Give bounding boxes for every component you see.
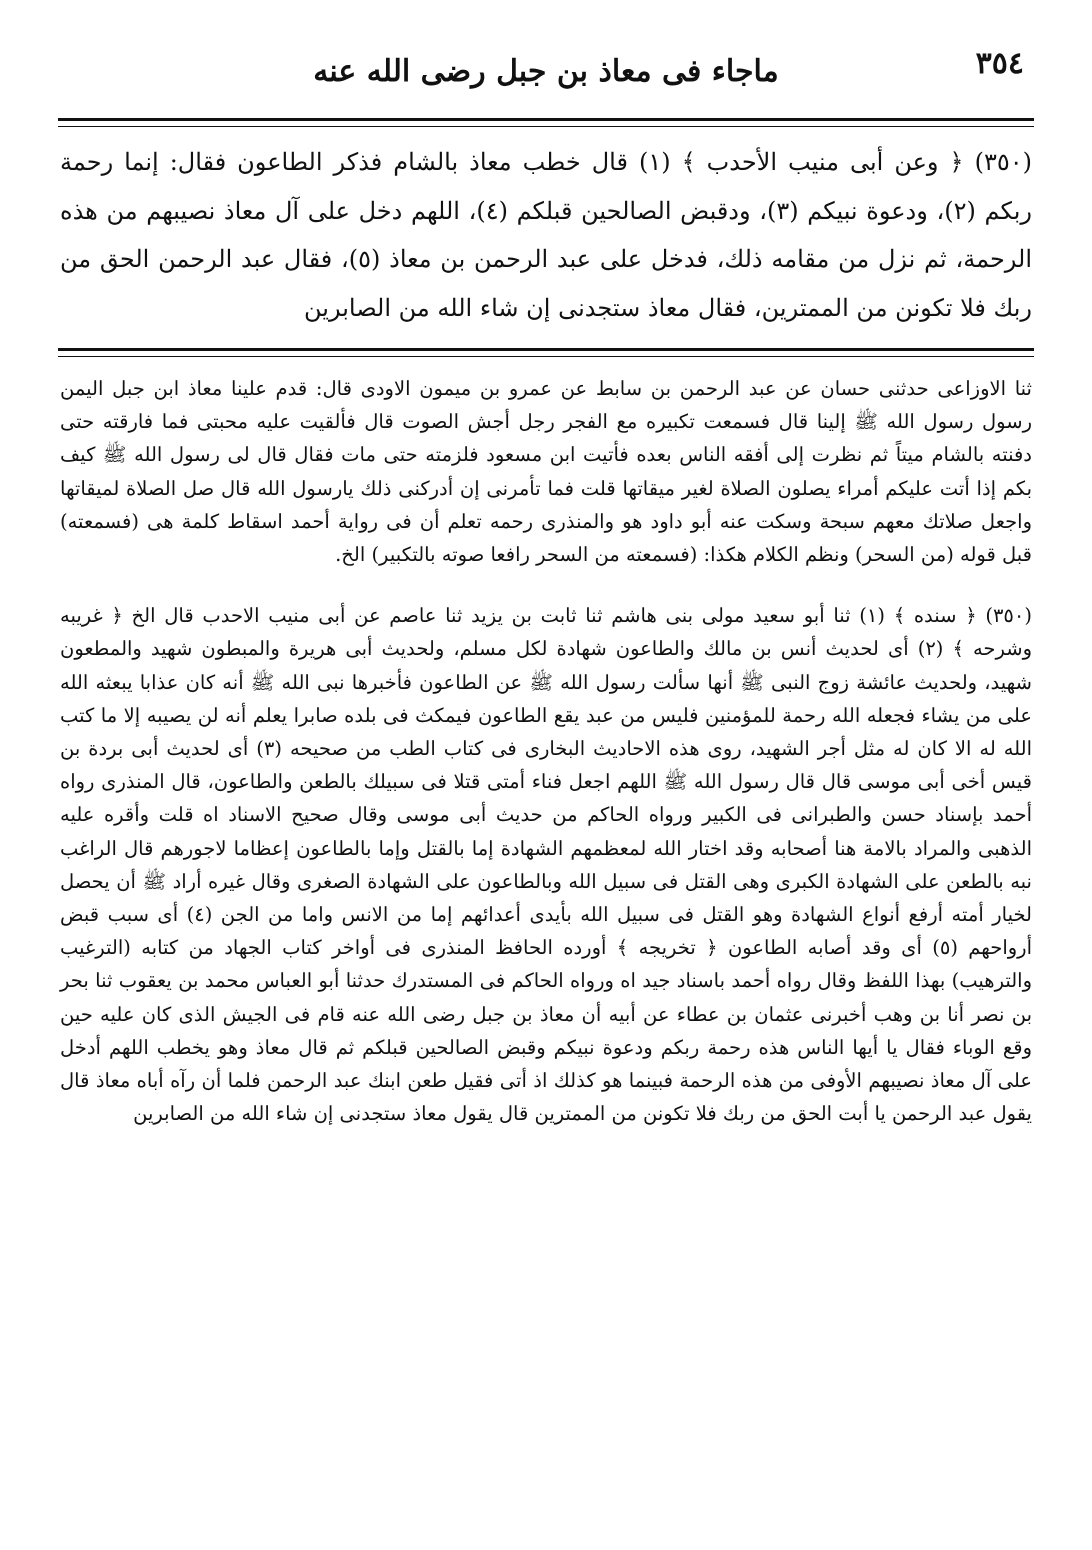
commentary-paragraph-previous: ثنا الاوزاعى حدثنى حسان عن عبد الرحمن بن سابط عن عمرو بن ميمون الاودى قال: قدم علينا معاذ ابن جبل اليمن رسول رسول الله ﷺ إلينا قال فسمعت تكبيره مع الفجر رجل أجش الصوت قال فألقيت عليه محبتى فما فارقته حتى دفنته بالشام ميتاً ثم نظرت إلى أفقه الناس بعده فأتيت ابن مسعود فلزمته حتى مات فقال قال لى رسول الله ﷺ كيف بكم إذا أتت عليكم أمراء يصلون الصلاة لغير ميقاتها قلت فما تأمرنى إن أدركنى ذلك يارسول الله قال صل الصلاة لميقاتها واجعل صلاتك معهم سبحة وسكت عنه أبو داود هو والمنذرى رحمه تعلم أن فى رواية أحمد اسقاط كلمة هى (فسمعته) قبل قوله (من السحر) ونظم الكلام هكذا: (فسمعته من السحر رافعا صوته بالتكبير) الخ. <box>60 377 1032 567</box>
header-rule <box>58 118 1034 121</box>
hadith-text: (٣٥٠) ﴿ وعن أبى منيب الأحدب ﴾ (١) قال خطب معاذ بالشام فذكر الطاعون فقال: إنما رحمة ربكم (٢)، ودعوة نبيكم (٣)، ودقبض الصالحين قبلكم (٤)، اللهم دخل على آل معاذ نصيبهم من هذه الرحمة، ثم نزل من مقامه ذلك، فدخل على عبد الرحمن بن معاذ (٥)، فقال عبد الرحمن الحق من ربك فلا تكونن من الممترين، فقال معاذ ستجدنى إن شاء الله من الصابرين <box>60 148 1033 322</box>
footnote-separator-rule-thin <box>58 356 1034 357</box>
header-rule-thin <box>58 126 1034 127</box>
page-header <box>60 42 1032 102</box>
commentary-paragraph-350: (٣٥٠) ﴿ سنده ﴾ (١) ثنا أبو سعيد مولى بنى هاشم ثنا ثابت بن يزيد ثنا عاصم عن أبى منيب الاحدب قال الخ ﴿ غريبه وشرحه ﴾ (٢) أى لحديث أنس بن مالك والطاعون شهادة لكل مسلم، ولحديث أبى هريرة والمبطون شهيد والمطعون شهيد، ولحديث عائشة زوج النبى ﷺ أنها سألت رسول الله ﷺ عن الطاعون فأخبرها نبى الله ﷺ أنه كان عذابا يبعثه الله على من يشاء فجعله الله رحمة للمؤمنين فليس من عبد يقع الطاعون فيمكث فى بلده صابرا يعلم أنه لن يصيبه إلا ما كتب الله له الا كان له مثل أجر الشهيد، روى هذه الاحاديث البخارى فى كتاب الطب من صحيحه (٣) أى لحديث أبى بردة بن قيس أخى أبى موسى قال قال رسول الله ﷺ اللهم اجعل فناء أمتى قتلا فى سبيلك بالطعن والطاعون، قال المنذرى رواه أحمد بإسناد حسن والطبرانى فى الكبير ورواه الحاكم من حديث أبى موسى وقال صحيح الاسناد اه قلت وأقره عليه الذهبى والمراد بالامة هنا أصحابه وقد اختار الله لمعظمهم الشهادة إما بالقتل وإما بالطاعون إعظاما لاجورهم قال الراغب نبه بالطعن على الشهادة الكبرى وهى القتل فى سبيل الله وبالطاعون على الشهادة الصغرى وقال غيره أراد ﷺ أن يحصل لخيار أمته أرفع أنواع الشهادة وهو القتل فى سبيل الله بأيدى أعدائهم إما من الانس واما من الجن (٤) أى سبب قبض أرواحهم (٥) أى وقد أصابه الطاعون ﴿ تخريجه ﴾ أورده الحافظ المنذرى فى أواخر كتاب الجهاد من كتابه (الترغيب والترهيب) بهذا اللفظ وقال رواه أحمد باسناد جيد اه ورواه الحاكم فى المستدرك حدثنا أبو العباس محمد بن يعقوب ثنا بحر بن نصر أنا بن وهب أخبرنى عثمان بن عطاء عن أبيه أن معاذ بن جبل رضى الله عنه قام فى الجيش الذى كان عليه حين وقع الوباء فقال يا أيها الناس هذه رحمة ربكم ودعوة نبيكم وقبض الصالحين قبلكم ثم قال معاذ وهو يخطب اللهم أدخل على آل معاذ نصيبهم الأوفى من هذه الرحمة فبينما هو كذلك اذ أتى فقيل طعن ابنك عبد الرحمن فلما أن رآه أباه معاذ قال يقول عبد الرحمن يا أبت الحق من ربك فلا تكونن من الممترين قال يقول معاذ ستجدنى إن شاء الله من الصابرين <box>60 604 1032 1126</box>
running-title: ماجاء فى معاذ بن جبل رضى الله عنه <box>313 54 779 89</box>
commentary-section <box>60 372 1032 1130</box>
page-number: ٣٥٤ <box>975 46 1024 81</box>
paragraph-spacer <box>60 571 1032 599</box>
footnote-separator-rule <box>58 348 1034 351</box>
